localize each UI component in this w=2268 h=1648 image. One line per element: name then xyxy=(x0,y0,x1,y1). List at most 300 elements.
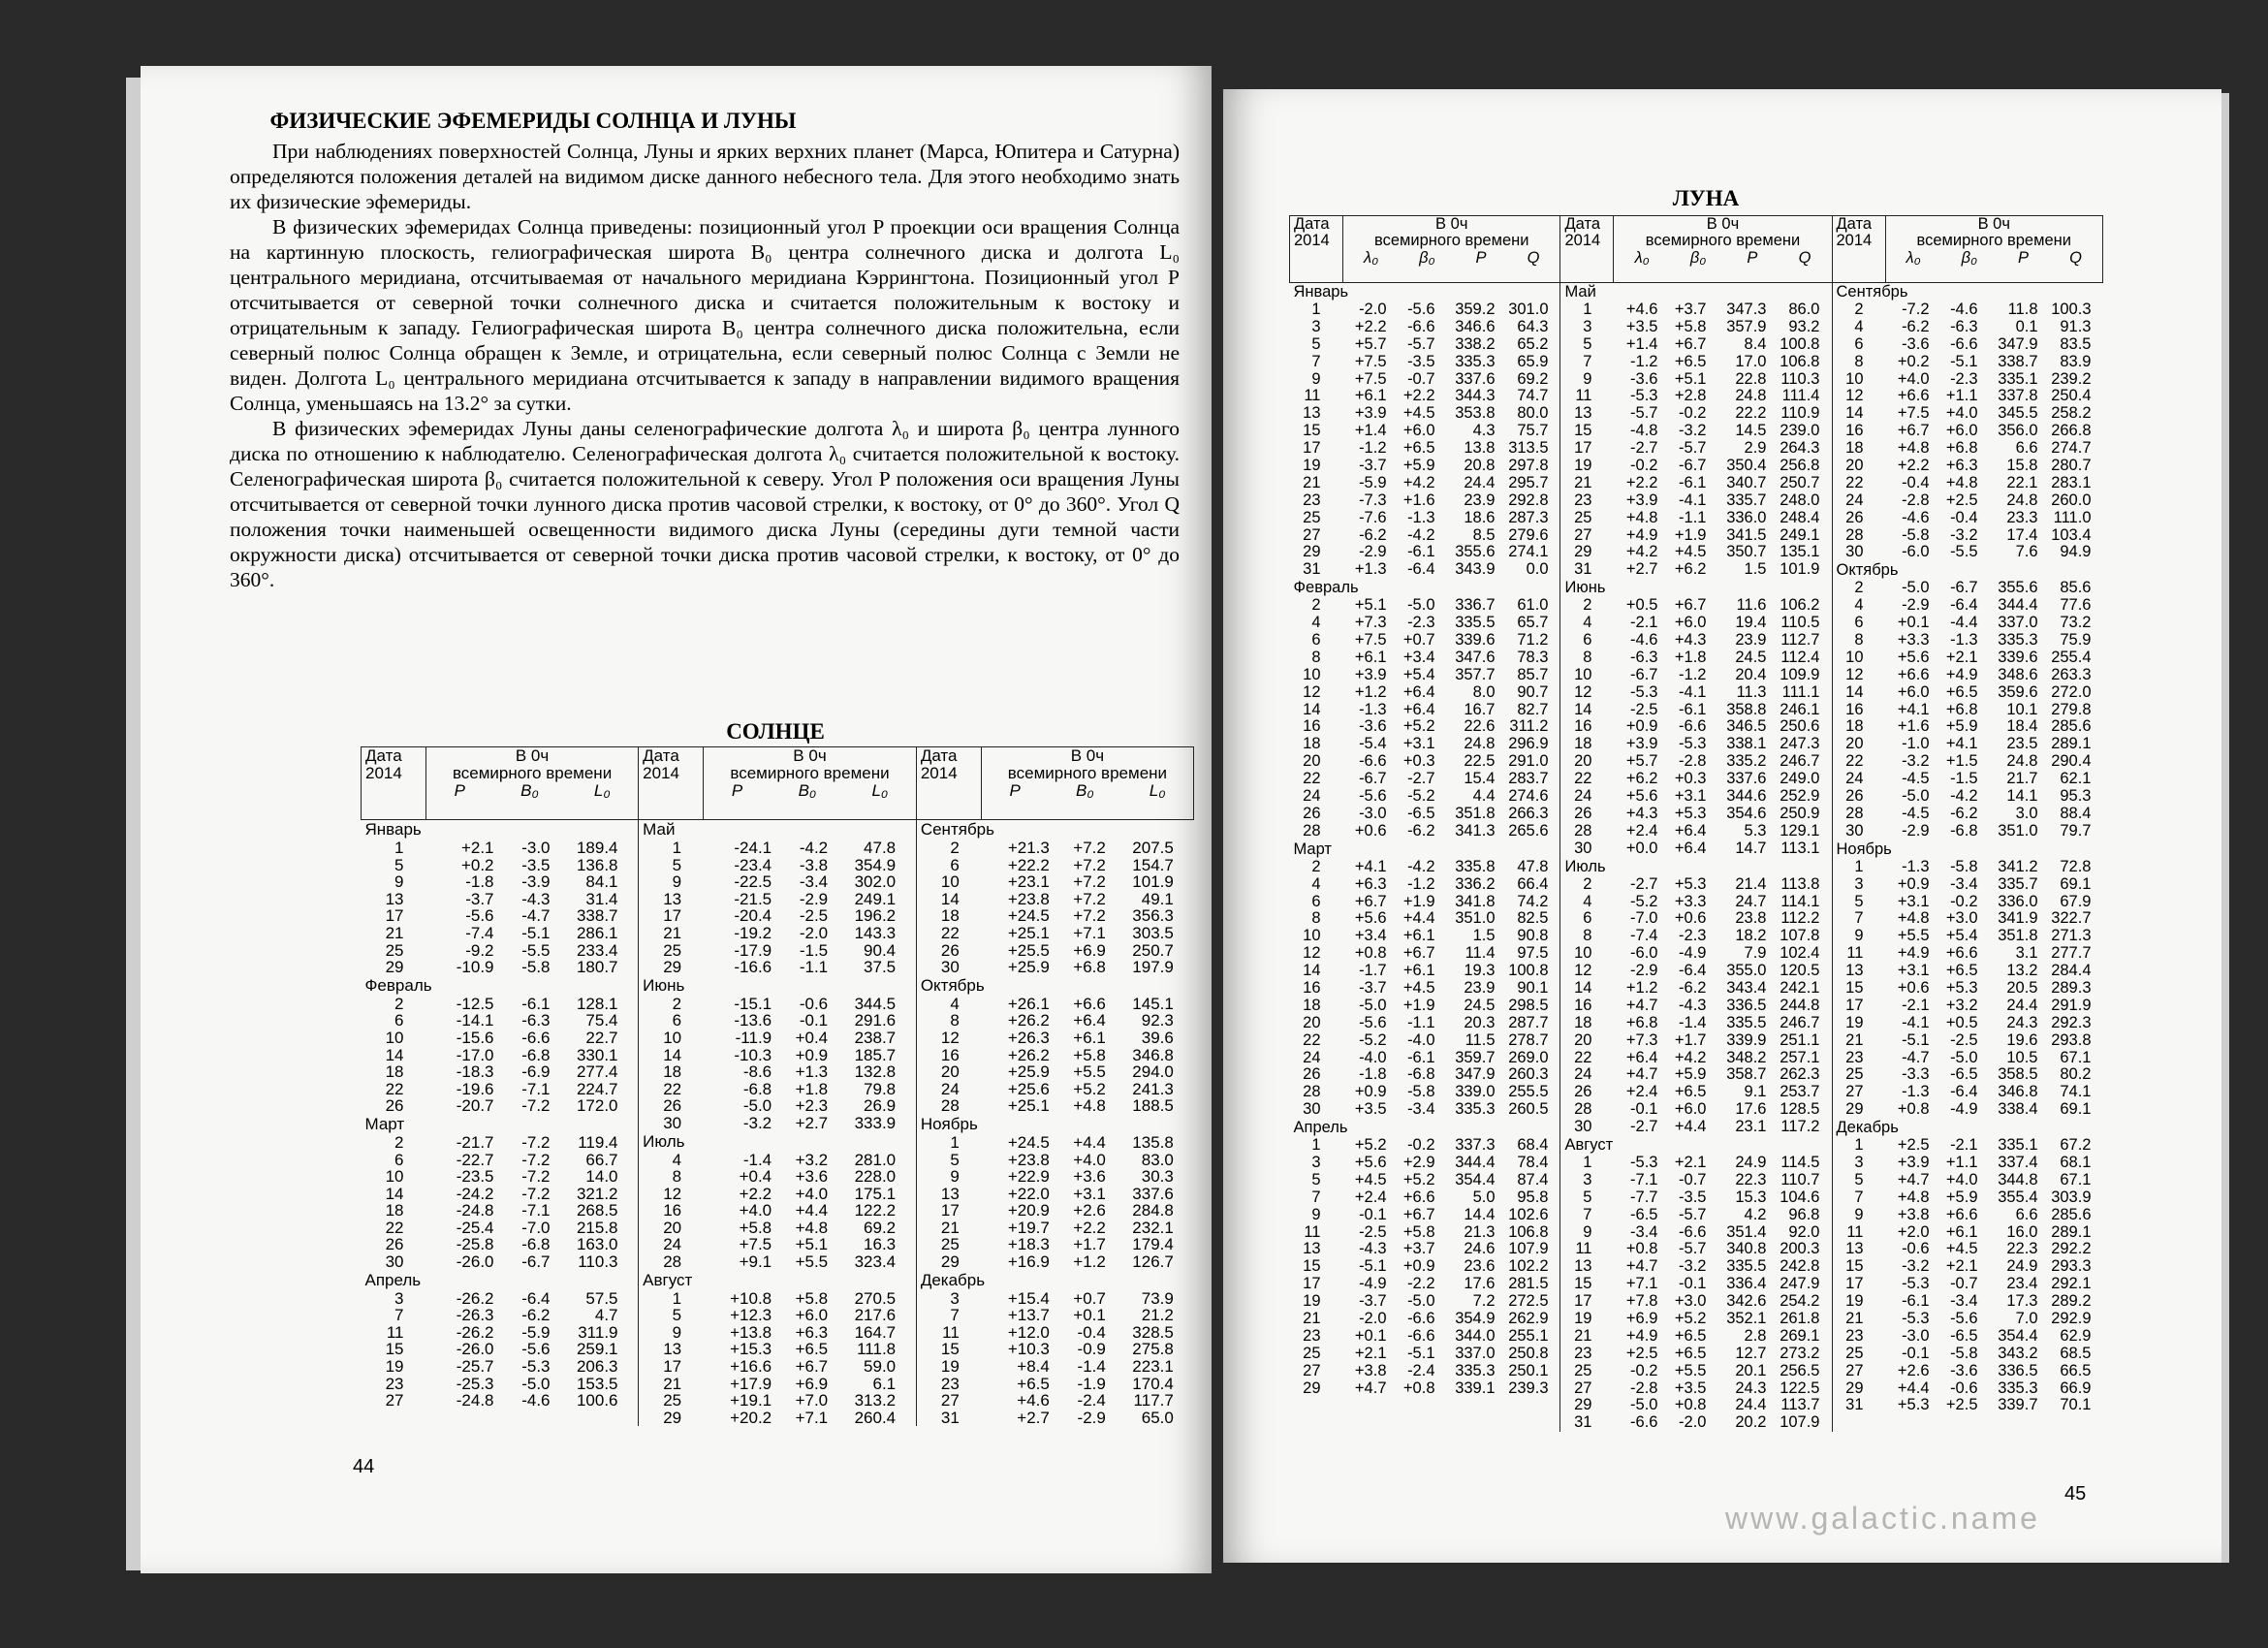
value-cell: -4.6 xyxy=(521,1391,551,1410)
value-cell: -3.0 xyxy=(1359,804,1387,822)
value-cell: +4.7 xyxy=(1625,1065,1658,1084)
value-cell: 90.8 xyxy=(1517,927,1549,945)
day-cell: 22 xyxy=(385,1218,404,1237)
header-column-label: P xyxy=(1747,248,1758,267)
header-column-labels xyxy=(426,782,638,800)
table-row xyxy=(1833,1258,2103,1276)
table-row xyxy=(917,996,1194,1013)
value-cell: +5.7 xyxy=(1625,752,1658,771)
table-row xyxy=(639,1358,916,1376)
table-row xyxy=(362,1152,639,1169)
value-cell: +6.7 xyxy=(1897,422,1930,440)
value-cell: +6.5 xyxy=(1674,1344,1707,1362)
table-row xyxy=(917,925,1194,942)
header-time-line2: всемирного времени xyxy=(452,763,613,782)
value-cell: +0.6 xyxy=(1674,909,1707,928)
value-cell: +2.5 xyxy=(1945,1396,1978,1414)
day-cell: 2 xyxy=(394,994,404,1013)
value-cell: -6.6 xyxy=(1359,752,1387,771)
value-cell: +5.6 xyxy=(1897,648,1930,666)
table-row xyxy=(362,1307,639,1324)
day-cell: 19 xyxy=(385,1357,404,1377)
value-cell: +5.9 xyxy=(1402,457,1435,475)
table-row xyxy=(1290,1363,1560,1380)
value-cell: -0.4 xyxy=(1077,1322,1106,1342)
day-cell: 14 xyxy=(940,889,960,908)
value-cell: 15.4 xyxy=(1464,770,1496,788)
table-row xyxy=(1560,753,1831,771)
value-cell: 175.1 xyxy=(854,1184,897,1203)
value-cell: +6.2 xyxy=(1625,770,1658,788)
value-cell: -1.3 xyxy=(1902,857,1930,875)
table-row xyxy=(1290,1207,1560,1224)
value-cell: +2.9 xyxy=(1402,1153,1435,1171)
value-cell: -4.6 xyxy=(1630,631,1658,650)
value-cell: 266.8 xyxy=(2051,422,2092,440)
value-cell: -1.1 xyxy=(1679,508,1707,526)
table-row xyxy=(917,907,1194,925)
day-cell: 30 xyxy=(940,958,960,977)
day-cell: 22 xyxy=(1574,1048,1592,1066)
value-cell: +2.1 xyxy=(1945,1257,1978,1276)
value-cell: +1.6 xyxy=(1402,491,1435,509)
value-cell: +5.8 xyxy=(795,1288,829,1308)
day-cell: 20 xyxy=(1574,1030,1592,1049)
day-cell: 15 xyxy=(1303,422,1321,440)
day-cell: 3 xyxy=(950,1288,960,1308)
table-row xyxy=(1290,301,1560,319)
day-cell: 23 xyxy=(940,1374,960,1393)
value-cell: 335.1 xyxy=(1998,1136,2038,1155)
month-label: Март xyxy=(1293,840,1332,858)
table-row xyxy=(1560,1380,1831,1398)
value-cell: 351.4 xyxy=(1726,1222,1767,1241)
value-cell: 322.7 xyxy=(2051,909,2092,928)
value-cell: 338.7 xyxy=(576,906,618,926)
paragraph: В физических эфемеридах Луны даны селенографические долгота λ₀ и широта β₀ центра лунного диска по отношению к наблюдателю. Селенографическая долгота λ₀ считается положительной к востоку. Селенографическая широта β₀ считается положительной к северу. Угол P положения оси вращения Луны отсчитывается от северной точки лунного диска против часовой стрелки, к востоку, от 0° до 360°. Угол Q положения точки наименьшей освещенности видимого диска Луны (середины дуги темной части окружности диска) отсчитывается от северной точки диска против часовой стрелки, к востоку, от 0° до 360°. xyxy=(230,417,1180,591)
value-cell: +3.5 xyxy=(1674,1379,1707,1397)
table-row xyxy=(1833,1050,2103,1067)
table-row xyxy=(1290,823,1560,840)
value-cell: 9.1 xyxy=(1744,1083,1767,1101)
day-cell: 27 xyxy=(1845,1361,1864,1379)
value-cell: 61.0 xyxy=(1517,596,1549,615)
value-cell: 24.9 xyxy=(1735,1153,1767,1171)
value-cell: 19.4 xyxy=(1735,614,1767,632)
day-cell: 6 xyxy=(1583,909,1592,928)
day-cell: 21 xyxy=(1574,473,1592,491)
table-row xyxy=(362,959,639,976)
value-cell: 242.1 xyxy=(1780,978,1820,997)
value-cell: -3.6 xyxy=(1630,369,1658,388)
table-row xyxy=(639,1012,916,1030)
value-cell: -2.9 xyxy=(1902,821,1930,840)
value-cell: 24.9 xyxy=(2006,1257,2038,1276)
value-cell: 75.9 xyxy=(2060,631,2092,650)
value-cell: 207.5 xyxy=(1132,839,1174,857)
table-column-group xyxy=(916,820,1193,1427)
day-cell: 8 xyxy=(672,1167,682,1187)
day-cell: 26 xyxy=(1845,787,1864,806)
value-cell: +1.2 xyxy=(1354,682,1387,701)
day-cell: 6 xyxy=(950,855,960,874)
value-cell: +2.2 xyxy=(1897,457,1930,475)
table-row xyxy=(639,1168,916,1186)
value-cell: +7.5 xyxy=(1354,631,1387,650)
value-cell: 335.5 xyxy=(1726,1257,1767,1276)
day-cell: 13 xyxy=(1574,1257,1592,1276)
value-cell: 292.8 xyxy=(1508,491,1549,509)
value-cell: 274.6 xyxy=(1508,787,1549,806)
value-cell: -5.1 xyxy=(1359,1257,1387,1276)
value-cell: +4.2 xyxy=(1674,1048,1707,1066)
value-cell: 278.7 xyxy=(1508,1030,1549,1049)
table-row xyxy=(639,873,916,891)
value-cell: 354.9 xyxy=(1455,1309,1496,1327)
table-row xyxy=(1290,1137,1560,1155)
table-row xyxy=(1833,371,2103,389)
header-date-cell xyxy=(1290,216,1343,283)
value-cell: +5.4 xyxy=(1945,927,1978,945)
watermark: www.galactic.name xyxy=(1725,1501,2040,1536)
value-cell: -6.4 xyxy=(1950,1083,1978,1101)
value-cell: -3.2 xyxy=(1950,525,1978,544)
value-cell: 74.2 xyxy=(1517,892,1549,910)
value-cell: +4.8 xyxy=(1625,508,1658,526)
value-cell: 120.5 xyxy=(1780,962,1820,980)
day-cell: 3 xyxy=(1854,1153,1864,1171)
value-cell: +1.9 xyxy=(1402,996,1435,1014)
value-cell: 26.9 xyxy=(864,1096,897,1116)
value-cell: -5.7 xyxy=(1630,404,1658,423)
value-cell: +0.3 xyxy=(1402,752,1435,771)
value-cell: 255.5 xyxy=(1508,1083,1549,1101)
table-row xyxy=(1833,336,2103,354)
value-cell: 337.8 xyxy=(1998,387,2038,405)
value-cell: -2.7 xyxy=(1630,1118,1658,1136)
table-row xyxy=(1290,371,1560,389)
table-row xyxy=(1560,336,1831,354)
value-cell: +3.7 xyxy=(1674,301,1707,318)
table-row xyxy=(1833,771,2103,788)
value-cell: +0.5 xyxy=(1625,596,1658,615)
value-cell: -4.5 xyxy=(1902,804,1930,822)
table-row xyxy=(1833,458,2103,475)
value-cell: 339.7 xyxy=(1998,1396,2038,1414)
header-year-label: 2014 xyxy=(365,763,402,782)
value-cell: 78.3 xyxy=(1517,648,1549,666)
value-cell: -3.0 xyxy=(521,839,551,857)
value-cell: +6.1 xyxy=(1073,1028,1106,1047)
value-cell: +5.5 xyxy=(1897,927,1930,945)
value-cell: +6.4 xyxy=(1674,821,1707,840)
table-row xyxy=(1290,1032,1560,1050)
value-cell: -2.7 xyxy=(1630,439,1658,458)
day-cell: 25 xyxy=(940,1235,960,1254)
value-cell: 274.7 xyxy=(2051,439,2092,458)
table-row xyxy=(1560,492,1831,510)
value-cell: 23.9 xyxy=(1735,631,1767,650)
table-row xyxy=(1290,718,1560,736)
value-cell: +26.2 xyxy=(1007,1011,1050,1030)
table-row xyxy=(1833,1101,2103,1119)
value-cell: +26.1 xyxy=(1007,994,1050,1013)
day-cell: 7 xyxy=(1311,1188,1321,1206)
value-cell: -7.1 xyxy=(521,1079,551,1098)
table-row xyxy=(1290,1172,1560,1189)
value-cell: 22.2 xyxy=(1735,404,1767,423)
value-cell: -20.7 xyxy=(456,1096,494,1116)
day-cell: 29 xyxy=(385,958,404,977)
day-cell: 10 xyxy=(1574,944,1592,963)
value-cell: -15.6 xyxy=(456,1028,494,1047)
value-cell: -2.3 xyxy=(1407,614,1435,632)
value-cell: +6.1 xyxy=(1945,1222,1978,1241)
value-cell: 256.5 xyxy=(1780,1361,1820,1379)
value-cell: +2.1 xyxy=(1354,1344,1387,1362)
header-time-line1: В 0ч xyxy=(793,746,827,765)
table-row xyxy=(1560,840,1831,858)
value-cell: 102.4 xyxy=(1780,944,1820,963)
table-row xyxy=(639,891,916,908)
day-cell: 7 xyxy=(1311,352,1321,370)
value-cell: 338.7 xyxy=(1998,352,2038,370)
value-cell: +0.3 xyxy=(1674,770,1707,788)
table-row xyxy=(917,1307,1194,1324)
value-cell: -6.7 xyxy=(1359,770,1387,788)
value-cell: -3.7 xyxy=(1359,978,1387,997)
day-cell: 10 xyxy=(1303,665,1321,683)
value-cell: +4.2 xyxy=(1625,543,1658,561)
value-cell: 355.6 xyxy=(1455,543,1496,561)
value-cell: 74.7 xyxy=(1517,387,1549,405)
value-cell: 62.1 xyxy=(2060,770,2092,788)
day-cell: 10 xyxy=(385,1167,404,1187)
day-cell: 11 xyxy=(386,1322,404,1342)
day-cell: 19 xyxy=(1574,1309,1592,1327)
value-cell: 16.7 xyxy=(1464,700,1496,718)
value-cell: +5.9 xyxy=(1945,717,1978,736)
table-row xyxy=(1290,876,1560,894)
value-cell: 14.4 xyxy=(1464,1205,1496,1223)
value-cell: 83.5 xyxy=(2060,334,2092,353)
table-row xyxy=(917,1290,1194,1308)
value-cell: 103.4 xyxy=(2051,525,2092,544)
value-cell: 249.0 xyxy=(1780,770,1820,788)
value-cell: 113.1 xyxy=(1780,839,1820,857)
table-row xyxy=(1290,684,1560,702)
day-cell: 12 xyxy=(1574,962,1592,980)
value-cell: 87.4 xyxy=(1517,1170,1549,1188)
day-cell: 14 xyxy=(385,1184,404,1203)
value-cell: -2.4 xyxy=(1407,1361,1435,1379)
table-row xyxy=(1290,527,1560,545)
header-time-line2: всемирного времени xyxy=(1916,232,2071,250)
day-cell: 8 xyxy=(1583,648,1592,666)
table-row xyxy=(1833,475,2103,492)
value-cell: 289.3 xyxy=(2051,978,2092,997)
value-cell: -5.8 xyxy=(1950,857,1978,875)
header-column-label: P xyxy=(2018,248,2030,267)
value-cell: 215.8 xyxy=(576,1218,618,1237)
table-row xyxy=(1290,702,1560,719)
value-cell: 94.9 xyxy=(2060,543,2092,561)
value-cell: +19.1 xyxy=(730,1391,772,1410)
value-cell: +16.9 xyxy=(1007,1252,1050,1272)
value-cell: +4.1 xyxy=(1897,700,1930,718)
value-cell: -4.9 xyxy=(1679,944,1707,963)
value-cell: -6.7 xyxy=(1630,665,1658,683)
day-cell: 10 xyxy=(385,1028,404,1047)
day-cell: 8 xyxy=(1854,631,1864,650)
value-cell: 92.0 xyxy=(1788,1222,1820,1241)
day-cell: 12 xyxy=(1845,665,1864,683)
value-cell: +0.6 xyxy=(1897,978,1930,997)
table-row xyxy=(1560,876,1831,894)
table-row xyxy=(1560,458,1831,475)
value-cell: 101.9 xyxy=(1780,560,1820,579)
value-cell: -7.6 xyxy=(1359,508,1387,526)
value-cell: 24.4 xyxy=(2006,996,2038,1014)
value-cell: 253.7 xyxy=(1780,1083,1820,1101)
value-cell: -0.2 xyxy=(1630,457,1658,475)
value-cell: 172.0 xyxy=(576,1096,618,1116)
value-cell: -3.9 xyxy=(521,872,551,892)
day-cell: 5 xyxy=(1311,1170,1321,1188)
value-cell: -1.4 xyxy=(742,1150,772,1169)
value-cell: +4.6 xyxy=(1625,301,1658,318)
value-cell: 249.1 xyxy=(1780,525,1820,544)
table-row xyxy=(917,959,1194,976)
day-cell: 15 xyxy=(1574,422,1592,440)
value-cell: -5.8 xyxy=(1902,525,1930,544)
value-cell: -1.8 xyxy=(1359,1065,1387,1084)
value-cell: +22.0 xyxy=(1007,1184,1050,1203)
value-cell: 335.7 xyxy=(1726,491,1767,509)
value-cell: +23.8 xyxy=(1007,889,1050,908)
day-cell: 19 xyxy=(1845,1013,1864,1031)
value-cell: -6.7 xyxy=(521,1252,551,1272)
month-label: Сентябрь xyxy=(920,820,994,839)
table-row xyxy=(1833,1032,2103,1050)
day-cell: 2 xyxy=(1854,579,1864,597)
table-row xyxy=(917,1202,1194,1220)
value-cell: +4.9 xyxy=(1625,1326,1658,1345)
value-cell: 96.8 xyxy=(1788,1205,1820,1223)
day-cell: 22 xyxy=(1845,473,1864,491)
day-cell: 11 xyxy=(1846,1222,1864,1241)
value-cell: 80.0 xyxy=(1517,404,1549,423)
header-column-label: B₀ xyxy=(798,780,817,800)
value-cell: 290.4 xyxy=(2051,752,2092,771)
value-cell: 10.1 xyxy=(2006,700,2038,718)
day-cell: 17 xyxy=(663,906,682,926)
value-cell: +3.6 xyxy=(1073,1167,1106,1187)
day-cell: 21 xyxy=(1303,473,1321,491)
table-row xyxy=(1290,771,1560,788)
value-cell: -4.2 xyxy=(1407,525,1435,544)
value-cell: +7.1 xyxy=(1625,1275,1658,1293)
value-cell: 302.0 xyxy=(854,872,897,892)
value-cell: +0.6 xyxy=(1354,821,1387,840)
table-row xyxy=(639,1030,916,1047)
day-cell: 18 xyxy=(1303,735,1321,753)
value-cell: +5.2 xyxy=(1073,1079,1106,1098)
day-cell: 29 xyxy=(663,958,682,977)
value-cell: 104.6 xyxy=(1780,1188,1820,1206)
value-cell: 20.5 xyxy=(2006,978,2038,997)
value-cell: -2.1 xyxy=(1950,1136,1978,1155)
value-cell: 122.2 xyxy=(854,1201,897,1220)
value-cell: 333.9 xyxy=(854,1113,897,1132)
value-cell: +0.8 xyxy=(1674,1396,1707,1414)
value-cell: 266.3 xyxy=(1508,804,1549,822)
value-cell: 359.7 xyxy=(1455,1048,1496,1066)
table-row xyxy=(1833,1346,2103,1363)
value-cell: +1.1 xyxy=(1945,1153,1978,1171)
day-cell: 14 xyxy=(1574,700,1592,718)
day-cell: 27 xyxy=(385,1391,404,1410)
value-cell: -2.9 xyxy=(1902,596,1930,615)
value-cell: 15.3 xyxy=(1735,1188,1767,1206)
value-cell: 22.5 xyxy=(1464,752,1496,771)
day-cell: 17 xyxy=(1303,1275,1321,1293)
day-cell: 29 xyxy=(1845,1100,1864,1119)
value-cell: 111.8 xyxy=(857,1340,897,1359)
value-cell: 263.3 xyxy=(2051,665,2092,683)
value-cell: +7.1 xyxy=(795,1408,829,1427)
table-row xyxy=(1560,980,1831,998)
value-cell: +4.8 xyxy=(1897,439,1930,458)
day-cell: 26 xyxy=(1303,804,1321,822)
value-cell: +3.3 xyxy=(1674,892,1707,910)
value-cell: 250.1 xyxy=(1508,1361,1549,1379)
table-row xyxy=(1290,1293,1560,1311)
value-cell: -5.6 xyxy=(1950,1309,1978,1327)
value-cell: 24.3 xyxy=(2006,1013,2038,1031)
value-cell: -25.4 xyxy=(456,1218,494,1237)
table-row xyxy=(1560,1328,1831,1346)
value-cell: -7.7 xyxy=(1630,1188,1658,1206)
day-cell: 29 xyxy=(1303,543,1321,561)
value-cell: 90.7 xyxy=(1517,682,1549,701)
value-cell: 340.8 xyxy=(1726,1240,1767,1258)
value-cell: 24.8 xyxy=(1735,387,1767,405)
value-cell: 128.1 xyxy=(576,994,618,1013)
header-time-line1: В 0ч xyxy=(1706,215,1740,233)
day-cell: 28 xyxy=(1574,821,1592,840)
day-cell: 5 xyxy=(1583,334,1592,353)
value-cell: 292.2 xyxy=(2051,1240,2092,1258)
table-row xyxy=(362,840,639,857)
table-row xyxy=(1290,1346,1560,1363)
value-cell: -6.6 xyxy=(1407,317,1435,335)
table-row xyxy=(1833,492,2103,510)
value-cell: 281.0 xyxy=(854,1150,897,1169)
table-row xyxy=(639,1392,916,1410)
value-cell: -1.1 xyxy=(799,958,829,977)
value-cell: 291.0 xyxy=(1508,752,1549,771)
value-cell: 341.2 xyxy=(1998,857,2038,875)
table-row xyxy=(1560,1101,1831,1119)
value-cell: +1.2 xyxy=(1625,978,1658,997)
day-cell: 30 xyxy=(1303,1100,1321,1119)
table-row xyxy=(917,857,1194,874)
value-cell: 145.1 xyxy=(1132,994,1174,1013)
sun-ephemeris-table xyxy=(361,746,1194,1426)
value-cell: -5.0 xyxy=(1359,996,1387,1014)
day-cell: 3 xyxy=(1583,317,1592,335)
